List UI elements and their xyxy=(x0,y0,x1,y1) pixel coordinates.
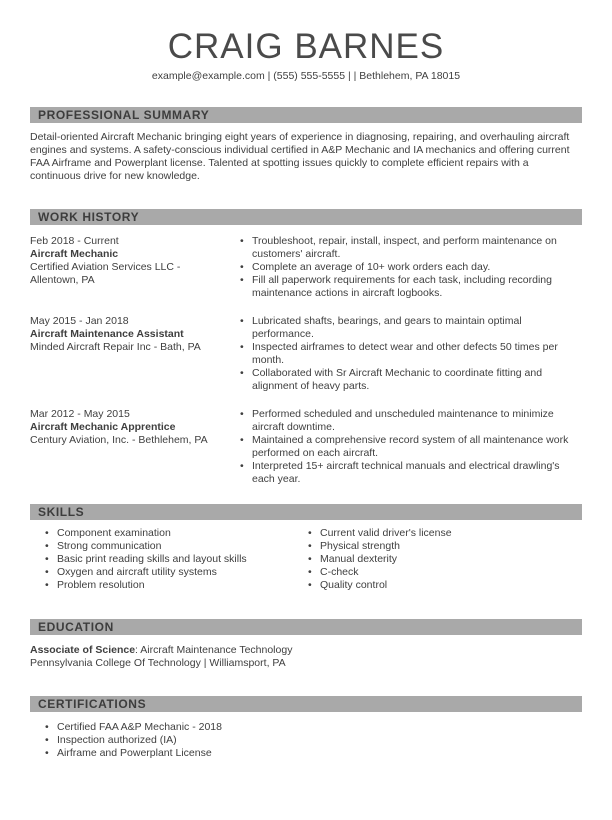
job-bullet: • Fill all paperwork requirements for each task, including recording maintenance actions in aircraft logbooks. xyxy=(240,274,582,300)
certification-item: • Inspection authorized (IA) xyxy=(45,734,582,747)
job-duties xyxy=(232,408,582,486)
certifications-list xyxy=(30,721,582,760)
job-meta xyxy=(30,408,210,486)
job-role: Aircraft Mechanic Apprentice xyxy=(30,421,176,433)
skill-item: • Quality control xyxy=(308,579,582,592)
job-entry xyxy=(30,235,582,300)
job-role: Aircraft Maintenance Assistant xyxy=(30,328,184,340)
job-bullet: • Lubricated shafts, bearings, and gears to maintain optimal performance. xyxy=(240,315,582,341)
job-dates: Feb 2018 - Current xyxy=(30,235,119,247)
skills-column-right xyxy=(306,527,582,592)
job-duties xyxy=(232,235,582,300)
skill-item: • Basic print reading skills and layout skills xyxy=(45,553,306,566)
resume-page xyxy=(0,28,612,820)
job-company: Century Aviation, Inc. - Bethlehem, PA xyxy=(30,434,208,446)
section-header-work-history: WORK HISTORY xyxy=(30,209,582,225)
job-company: Certified Aviation Services LLC - Allentown, PA xyxy=(30,261,181,286)
skill-item: • Oxygen and aircraft utility systems xyxy=(45,566,306,579)
job-duties xyxy=(232,315,582,393)
skill-item: • Current valid driver's license xyxy=(308,527,582,540)
job-bullet: • Collaborated with Sr Aircraft Mechanic to coordinate fitting and alignment of heavy parts. xyxy=(240,367,582,393)
job-entry xyxy=(30,408,582,486)
certification-item: • Airframe and Powerplant License xyxy=(45,747,582,760)
job-entry xyxy=(30,315,582,393)
section-header-certifications: CERTIFICATIONS xyxy=(30,696,582,712)
skill-item: • Physical strength xyxy=(308,540,582,553)
job-bullet: • Troubleshoot, repair, install, inspect, and perform maintenance on customers' aircraft. xyxy=(240,235,582,261)
education-degree: Associate of Science xyxy=(30,644,136,656)
skills-column-left xyxy=(30,527,306,592)
skills-columns xyxy=(30,527,582,592)
job-dates: Mar 2012 - May 2015 xyxy=(30,408,130,420)
job-meta xyxy=(30,235,210,300)
contact-line: example@example.com | (555) 555-5555 | | Bethlehem, PA 18015 xyxy=(151,70,461,82)
job-bullet: • Maintained a comprehensive record system of all maintenance work performed on each aircraft. xyxy=(240,434,582,460)
job-meta xyxy=(30,315,210,393)
job-company: Minded Aircraft Repair Inc - Bath, PA xyxy=(30,341,201,353)
job-dates: May 2015 - Jan 2018 xyxy=(30,315,129,327)
education-entry xyxy=(30,644,582,670)
section-header-education: EDUCATION xyxy=(30,619,582,635)
job-bullet: • Interpreted 15+ aircraft technical manuals and electrical drawling's each year. xyxy=(240,460,582,486)
job-bullet: • Performed scheduled and unscheduled maintenance to minimize aircraft downtime. xyxy=(240,408,582,434)
section-header-summary: PROFESSIONAL SUMMARY xyxy=(30,107,582,123)
education-degree-line xyxy=(30,644,582,657)
skill-item: • Component examination xyxy=(45,527,306,540)
skill-item: • Problem resolution xyxy=(45,579,306,592)
job-role: Aircraft Mechanic xyxy=(30,248,119,260)
section-header-skills: SKILLS xyxy=(30,504,582,520)
candidate-name: CRAIG BARNES xyxy=(167,27,445,66)
education-degree-field: : Aircraft Maintenance Technology xyxy=(135,644,293,656)
skill-item: • C-check xyxy=(308,566,582,579)
education-school: Pennsylvania College Of Technology | Williamsport, PA xyxy=(30,657,286,669)
summary-text: Detail-oriented Aircraft Mechanic bringing eight years of experience in diagnosing, repairing, and overhauling aircraft engines and systems. A safety-conscious individual certified in A&P Mechanic and IA mechanics and offering current FAA Airframe and Powerplant license. Talented at spotting issues quickly to complete efficient repairs with a continuous drive for new knowledge. xyxy=(30,131,570,182)
skill-item: • Manual dexterity xyxy=(308,553,582,566)
skill-item: • Strong communication xyxy=(45,540,306,553)
job-bullet: • Complete an average of 10+ work orders each day. xyxy=(240,261,582,274)
job-bullet: • Inspected airframes to detect wear and other defects 50 times per month. xyxy=(240,341,582,367)
certification-item: • Certified FAA A&P Mechanic - 2018 xyxy=(45,721,582,734)
